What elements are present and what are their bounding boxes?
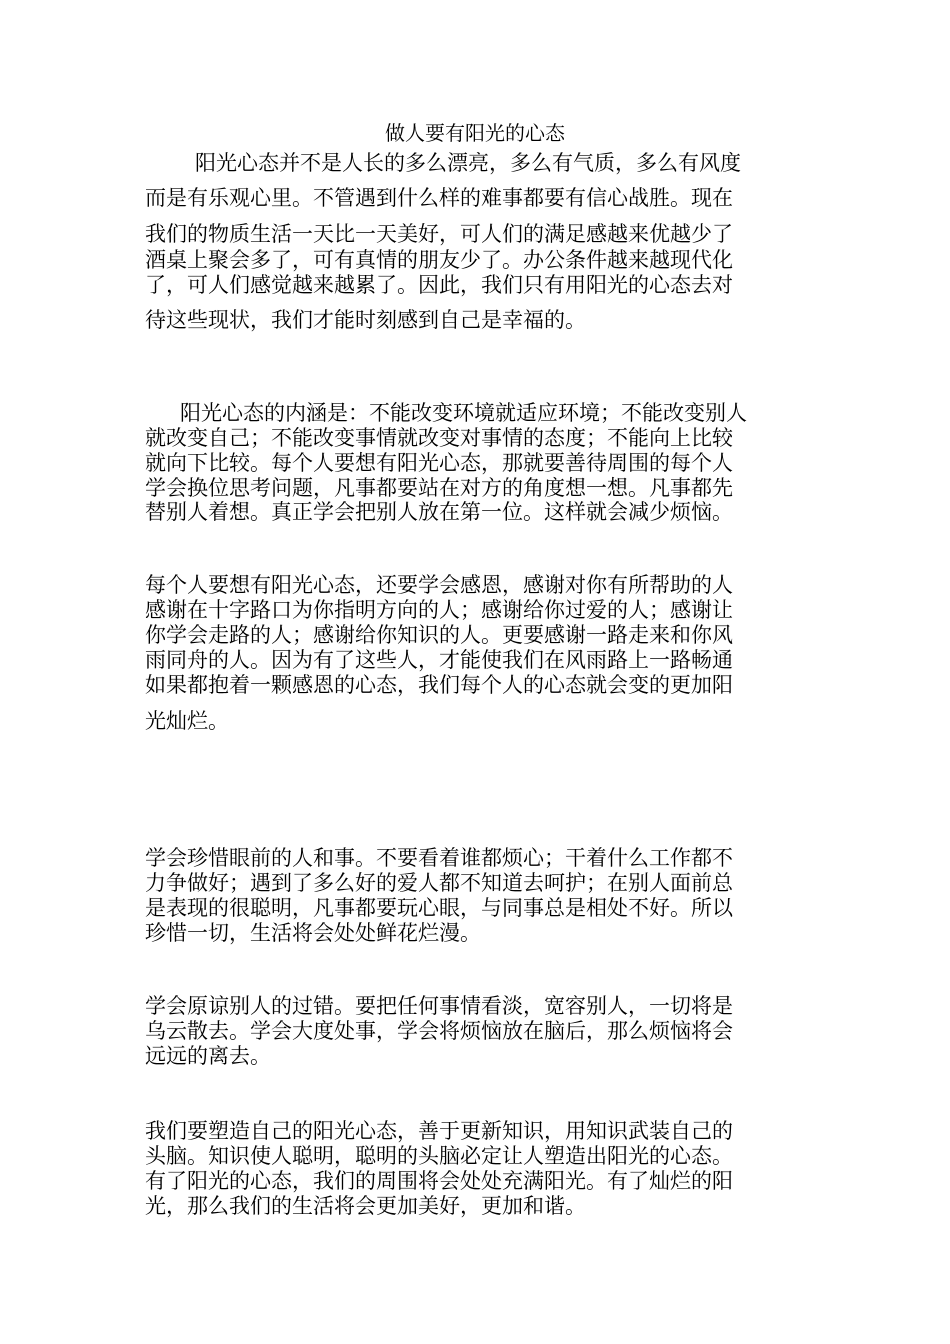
paragraph-2-line-5: 替别人着想。真正学会把别人放在第一位。这样就会减少烦恼。 (145, 500, 733, 524)
paragraph-2-line-4: 学会换位思考问题，凡事都要站在对方的角度想一想。凡事都先 (145, 476, 733, 500)
paragraph-6-line-2: 头脑。知识使人聪明，聪明的头脑必定让人塑造出阳光的心态。 (145, 1144, 733, 1168)
paragraph-6-line-1: 我们要塑造自己的阳光心态，善于更新知识，用知识武装自己的 (145, 1119, 733, 1143)
paragraph-3-line-3: 你学会走路的人；感谢给你知识的人。更要感谢一路走来和你风 (145, 623, 733, 647)
paragraph-1-line-4: 酒桌上聚会多了，可有真情的朋友少了。办公条件越来越现代化 (145, 248, 733, 272)
paragraph-6-line-3: 有了阳光的心态，我们的周围将会处处充满阳光。有了灿烂的阳 (145, 1169, 733, 1193)
paragraph-3-line-2: 感谢在十字路口为你指明方向的人；感谢给你过爱的人；感谢让 (145, 598, 733, 622)
paragraph-2-line-2: 就改变自己；不能改变事情就改变对事情的态度；不能向上比较 (145, 426, 733, 450)
paragraph-4-line-1: 学会珍惜眼前的人和事。不要看着谁都烦心；干着什么工作都不 (145, 846, 733, 870)
paragraph-4-line-4: 珍惜一切，生活将会处处鲜花烂漫。 (145, 921, 481, 945)
paragraph-5-line-3: 远远的离去。 (145, 1044, 271, 1068)
paragraph-6-line-4: 光，那么我们的生活将会更加美好，更加和谐。 (145, 1194, 586, 1218)
paragraph-1-line-3: 我们的物质生活一天比一天美好，可人们的满足感越来优越少了 (145, 222, 733, 246)
paragraph-5-line-2: 乌云散去。学会大度处事，学会将烦恼放在脑后，那么烦恼将会 (145, 1019, 733, 1043)
paragraph-1-line-6: 待这些现状，我们才能时刻感到自己是幸福的。 (145, 308, 586, 332)
document-title: 做人要有阳光的心态 (385, 121, 565, 145)
paragraph-1-line-1: 阳光心态并不是人长的多么漂亮，多么有气质，多么有风度 (195, 151, 741, 175)
paragraph-3-line-5: 如果都抱着一颗感恩的心态，我们每个人的心态就会变的更加阳 (145, 673, 733, 697)
paragraph-3-line-1: 每个人要想有阳光心态，还要学会感恩，感谢对你有所帮助的人 (145, 573, 733, 597)
paragraph-3-line-6: 光灿烂。 (145, 709, 229, 733)
paragraph-1-line-2: 而是有乐观心里。不管遇到什么样的难事都要有信心战胜。现在 (145, 186, 733, 210)
paragraph-2-line-1: 阳光心态的内涵是：不能改变环境就适应环境；不能改变别人 (180, 401, 747, 425)
paragraph-2-line-3: 就向下比较。每个人要想有阳光心态，那就要善待周围的每个人 (145, 451, 733, 475)
paragraph-1-line-5: 了，可人们感觉越来越累了。因此，我们只有用阳光的心态去对 (145, 273, 733, 297)
paragraph-4-line-2: 力争做好；遇到了多么好的爱人都不知道去呵护；在别人面前总 (145, 871, 733, 895)
paragraph-5-line-1: 学会原谅别人的过错。要把任何事情看淡，宽容别人，一切将是 (145, 994, 733, 1018)
paragraph-3-line-4: 雨同舟的人。因为有了这些人，才能使我们在风雨路上一路畅通 (145, 648, 733, 672)
paragraph-4-line-3: 是表现的很聪明，凡事都要玩心眼，与同事总是相处不好。所以 (145, 896, 733, 920)
